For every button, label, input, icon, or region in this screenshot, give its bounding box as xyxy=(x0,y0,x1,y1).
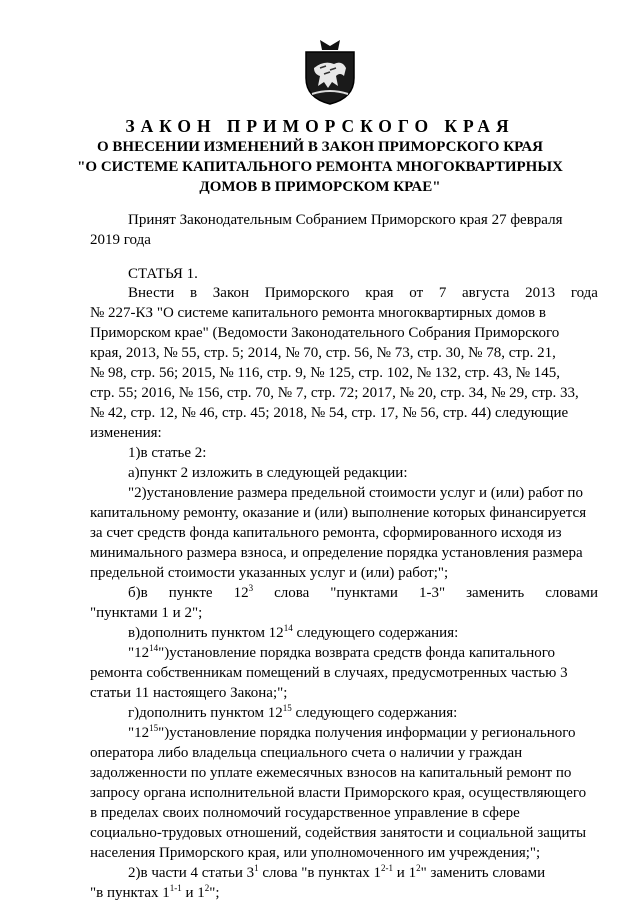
intro-word: края xyxy=(365,285,394,301)
intro-line-8: изменения: xyxy=(90,425,162,441)
item-1g-text-line-4: запросу органа исполнительной власти Приморского края, осуществляющего xyxy=(90,785,587,801)
item-1: 1)в статье 2: xyxy=(128,445,207,461)
intro-line-4: края, 2013, № 55, стр. 5; 2014, № 70, стр. 56, № 73, стр. 30, № 78, стр. 21, xyxy=(90,345,556,361)
intro-word: в xyxy=(190,285,198,301)
intro-word: года xyxy=(570,285,598,301)
item-1a-text-line-5: предельной стоимости указанных услуг и (или) работ;"; xyxy=(90,565,449,581)
intro-word: Приморского xyxy=(264,285,350,301)
item-1a-text-line-3: за счет средств фонда капитального ремонта, сформированного исходя из xyxy=(90,525,562,541)
item-1g-text-line-2: оператора либо владельца специального счета о наличии у граждан xyxy=(90,745,523,761)
intro-line-1 xyxy=(128,283,598,303)
item-1b-word: словами xyxy=(545,585,598,601)
item-2-line-2: "в пунктах 1$^{1-1}$ и $1^2$"; xyxy=(90,883,220,901)
item-1g-text-line-5: в пределах своих полномочий государственное управление в сфере xyxy=(90,805,520,821)
item-1b-word: пункте xyxy=(168,585,213,601)
item-1v: в)дополнить пунктом $12^{14}$ следующего содержания: xyxy=(128,623,459,641)
item-1b-word: "пунктами xyxy=(330,585,398,601)
law-title: ЗАКОН ПРИМОРСКОГО КРАЯ xyxy=(125,116,515,136)
intro-line-5: № 98, стр. 56; 2015, № 116, стр. 9, № 125, стр. 102, № 132, стр. 43, № 145, xyxy=(90,365,561,381)
intro-line-2: № 227-КЗ "О системе капитального ремонта многоквартирных домов в xyxy=(90,305,546,321)
intro-line-7: № 42, стр. 12, № 46, стр. 45; 2018, № 54, стр. 17, № 56, стр. 44) следующие xyxy=(90,405,569,421)
adopted-line-2: 2019 года xyxy=(90,232,151,248)
item-1b-word: б)в xyxy=(128,585,148,601)
item-1b-line-1 xyxy=(128,583,598,603)
item-1a-text-line-4: минимального размера взноса, и определение порядка установления размера xyxy=(90,545,583,561)
item-1b-word: 1-3" xyxy=(418,585,446,601)
intro-word: Внести xyxy=(128,285,175,301)
item-1g-text-line-6: социально-трудовых отношений, содействия занятости и социальной защиты xyxy=(90,825,587,841)
item-1a-text-line-2: капитальному ремонту, оказание и (или) выполнение которых финансируется xyxy=(90,505,587,521)
law-subtitle-line-2: "О СИСТЕМЕ КАПИТАЛЬНОГО РЕМОНТА МНОГОКВАРТИРНЫХ xyxy=(77,159,563,175)
intro-line-6: стр. 55; 2016, № 156, стр. 70, № 7, стр. 72; 2017, № 20, стр. 34, № 29, стр. 33, xyxy=(90,385,579,401)
intro-word: 2013 xyxy=(525,285,556,301)
coat-of-arms-emblem xyxy=(300,38,360,106)
item-1b-line-2: "пунктами 1 и 2"; xyxy=(90,605,203,621)
item-1v-text-line-1: "$12^{14}")установление$ порядка возврата средств фонда капитального xyxy=(128,643,556,661)
law-subtitle-line-3: ДОМОВ В ПРИМОРСКОМ КРАЕ" xyxy=(199,179,441,195)
item-1g-text-line-1: "$12^{15}")установление$ порядка получения информации у регионального xyxy=(128,723,576,741)
intro-word: от xyxy=(409,285,424,301)
item-1g: г)дополнить пунктом $12^{15}$ следующего содержания: xyxy=(128,703,458,721)
intro-word: 7 xyxy=(438,285,447,301)
item-1g-text-line-3: задолженности по уплате ежемесячных взносов на капитальный ремонт по xyxy=(90,765,572,781)
item-1b-word: слова xyxy=(274,585,310,601)
item-1v-text-line-3: статьи 11 настоящего Закона;"; xyxy=(90,685,288,701)
article-heading: СТАТЬЯ 1. xyxy=(128,266,198,282)
item-1a-text-line-1: "2)установление размера предельной стоимости услуг и (или) работ по xyxy=(128,485,583,501)
item-2-line-1: 2)в части 4 статьи $3^1$ слова "в пунктах 1$^{2-1}$ и $1^2$" заменить словами xyxy=(128,863,546,881)
item-1b-word: заменить xyxy=(466,585,525,601)
intro-word: Закон xyxy=(212,285,250,301)
adopted-line-1: Принят Законодательным Собранием Приморского края 27 февраля xyxy=(128,212,563,228)
intro-line-3: Приморском крае" (Ведомости Законодательного Собрания Приморского xyxy=(90,325,560,341)
item-1a: а)пункт 2 изложить в следующей редакции: xyxy=(128,465,408,481)
law-subtitle-line-1: О ВНЕСЕНИИ ИЗМЕНЕНИЙ В ЗАКОН ПРИМОРСКОГО КРАЯ xyxy=(97,139,543,155)
item-1v-text-line-2: ремонта собственникам помещений в случаях, предусмотренных частью 3 xyxy=(90,665,568,681)
intro-word: августа xyxy=(462,285,510,301)
item-1g-text-line-7: населения Приморского края, или уполномоченного им учреждения;"; xyxy=(90,845,541,861)
item-1b-point-number: $12^3$ xyxy=(233,583,254,601)
